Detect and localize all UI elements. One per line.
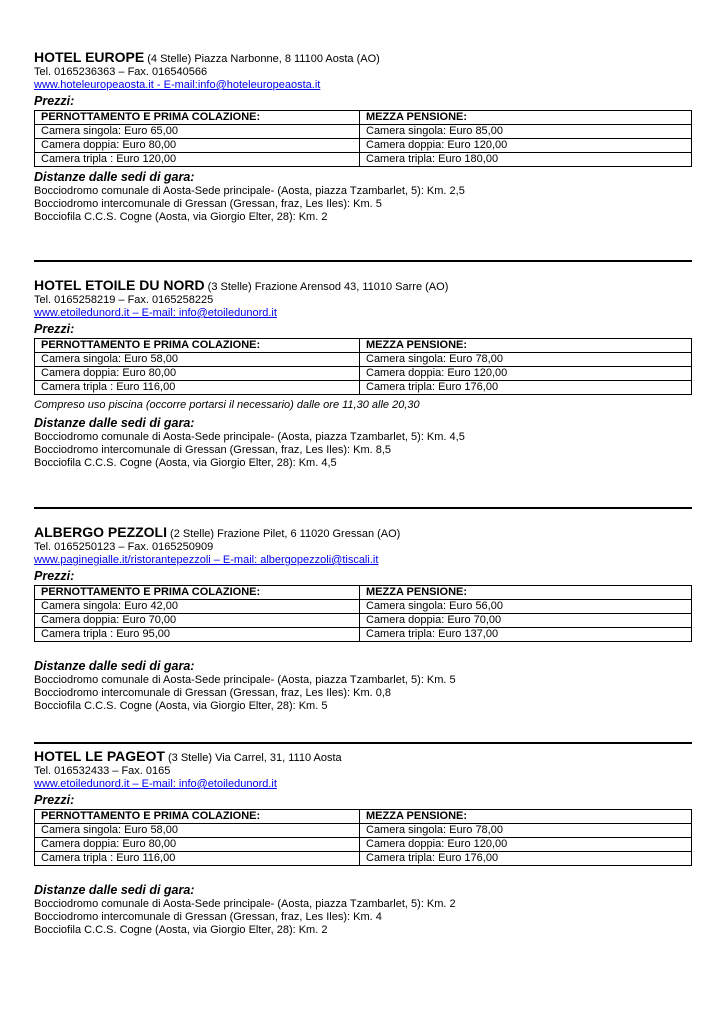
prices-table [34,585,692,642]
distance-item: Bocciofila C.C.S. Cogne (Aosta, via Giorgio Elter, 28): Km. 4,5 [34,457,337,469]
table-row [35,628,692,642]
table-cell: Camera singola: Euro 42,00 [35,600,360,614]
table-header-row [35,810,692,824]
section-divider [34,742,692,744]
table-cell: Camera tripla : Euro 116,00 [35,381,360,395]
table-cell: Camera tripla : Euro 95,00 [35,628,360,642]
distance-item: Bocciodromo comunale di Aosta-Sede principale- (Aosta, piazza Tzambarlet, 5): Km. 4,5 [34,431,465,443]
table-header-row [35,339,692,353]
table-cell: Camera singola: Euro 58,00 [35,824,360,838]
distance-item: Bocciodromo comunale di Aosta-Sede principale- (Aosta, piazza Tzambarlet, 5): Km. 2,5 [34,185,465,197]
hotel-info: (3 Stelle) Frazione Arensod 43, 11010 Sarre (AO) [204,281,449,293]
hotel-info: (4 Stelle) Piazza Narbonne, 8 11100 Aosta (AO) [144,53,380,65]
distance-item: Bocciodromo intercomunale di Gressan (Gressan, fraz, Les Iles): Km. 8,5 [34,444,392,456]
table-row [35,381,692,395]
table-cell: Camera tripla : Euro 116,00 [35,852,360,866]
hotel-header [34,278,692,294]
table-row [35,139,692,153]
hotel-name: HOTEL LE PAGEOT [34,748,165,764]
hotel-europe-section [34,50,692,224]
prices-label: Prezzi: [34,322,75,336]
header-cell: MEZZA PENSIONE: [360,111,692,125]
prices-table [34,338,692,395]
prices-table [34,809,692,866]
distances-label: Distanze dalle sedi di gara: [34,883,195,897]
table-cell: Camera singola: Euro 78,00 [360,353,692,367]
table-row [35,852,692,866]
table-row [35,367,692,381]
prices-label: Prezzi: [34,793,75,807]
header-cell: PERNOTTAMENTO E PRIMA COLAZIONE: [35,810,360,824]
header-cell: PERNOTTAMENTO E PRIMA COLAZIONE: [35,586,360,600]
table-cell: Camera singola: Euro 78,00 [360,824,692,838]
distance-item: Bocciofila C.C.S. Cogne (Aosta, via Giorgio Elter, 28): Km. 2 [34,211,328,223]
distance-item: Bocciodromo intercomunale di Gressan (Gressan, fraz, Les Iles): Km. 4 [34,911,382,923]
hotel-name: ALBERGO PEZZOLI [34,524,167,540]
table-row [35,838,692,852]
hotel-info: (2 Stelle) Frazione Pilet, 6 11020 Gressan (AO) [167,528,401,540]
header-cell: PERNOTTAMENTO E PRIMA COLAZIONE: [35,111,360,125]
hotel-etoile-section [34,278,692,470]
hotel-web-link[interactable]: www.etoiledunord.it – E-mail: info@etoiledunord.it [34,778,277,790]
table-cell: Camera doppia: Euro 120,00 [360,139,692,153]
hotel-header [34,749,692,765]
table-cell: Camera doppia: Euro 80,00 [35,139,360,153]
hotel-le-pageot-section [34,749,692,937]
hotel-phone: Tel. 0165250123 – Fax. 0165250909 [34,541,214,553]
table-cell: Camera tripla: Euro 180,00 [360,153,692,167]
section-divider [34,260,692,262]
hotel-web-link[interactable]: www.hoteleuropeaosta.it - E-mail:info@hoteleuropeaosta.it [34,79,321,91]
section-divider [34,507,692,509]
table-cell: Camera doppia: Euro 120,00 [360,838,692,852]
hotel-phone: Tel. 0165236363 – Fax. 016540566 [34,66,208,78]
distances-label: Distanze dalle sedi di gara: [34,170,195,184]
table-row [35,614,692,628]
table-cell: Camera tripla: Euro 176,00 [360,381,692,395]
distance-item: Bocciodromo comunale di Aosta-Sede principale- (Aosta, piazza Tzambarlet, 5): Km. 2 [34,898,456,910]
header-cell: PERNOTTAMENTO E PRIMA COLAZIONE: [35,339,360,353]
prices-label: Prezzi: [34,569,75,583]
albergo-pezzoli-section [34,525,692,713]
hotel-name: HOTEL EUROPE [34,49,145,65]
distance-item: Bocciofila C.C.S. Cogne (Aosta, via Giorgio Elter, 28): Km. 2 [34,924,328,936]
hotel-header [34,50,692,66]
table-header-row [35,111,692,125]
table-row [35,353,692,367]
prices-label: Prezzi: [34,94,75,108]
table-header-row [35,586,692,600]
table-cell: Camera doppia: Euro 80,00 [35,838,360,852]
table-cell: Camera singola: Euro 65,00 [35,125,360,139]
table-row [35,153,692,167]
hotel-web-link[interactable]: www.etoiledunord.it – E-mail: info@etoiledunord.it [34,307,277,319]
table-cell: Camera tripla : Euro 120,00 [35,153,360,167]
table-cell: Camera doppia: Euro 80,00 [35,367,360,381]
table-cell: Camera singola: Euro 58,00 [35,353,360,367]
table-cell: Camera tripla: Euro 176,00 [360,852,692,866]
pool-note: Compreso uso piscina (occorre portarsi il necessario) dalle ore 11,30 alle 20,30 [34,399,420,411]
header-cell: MEZZA PENSIONE: [360,339,692,353]
distance-item: Bocciodromo comunale di Aosta-Sede principale- (Aosta, piazza Tzambarlet, 5): Km. 5 [34,674,456,686]
prices-table [34,110,692,167]
table-cell: Camera doppia: Euro 70,00 [35,614,360,628]
hotel-name: HOTEL ETOILE DU NORD [34,277,205,293]
table-cell: Camera doppia: Euro 70,00 [360,614,692,628]
table-cell: Camera tripla: Euro 137,00 [360,628,692,642]
distance-item: Bocciofila C.C.S. Cogne (Aosta, via Giorgio Elter, 28): Km. 5 [34,700,328,712]
distance-item: Bocciodromo intercomunale di Gressan (Gressan, fraz, Les Iles): Km. 0,8 [34,687,392,699]
table-row [35,125,692,139]
table-cell: Camera doppia: Euro 120,00 [360,367,692,381]
hotel-header [34,525,692,541]
hotel-web-link[interactable]: www.paginegialle.it/ristorantepezzoli – E-mail: albergopezzoli@tiscali.it [34,554,379,566]
table-row [35,824,692,838]
table-cell: Camera singola: Euro 56,00 [360,600,692,614]
table-cell: Camera singola: Euro 85,00 [360,125,692,139]
header-cell: MEZZA PENSIONE: [360,810,692,824]
header-cell: MEZZA PENSIONE: [360,586,692,600]
distance-item: Bocciodromo intercomunale di Gressan (Gressan, fraz, Les Iles): Km. 5 [34,198,382,210]
distances-label: Distanze dalle sedi di gara: [34,416,195,430]
hotel-info: (3 Stelle) Via Carrel, 31, 1110 Aosta [164,752,342,764]
hotel-phone: Tel. 0165258219 – Fax. 0165258225 [34,294,214,306]
table-row [35,600,692,614]
distances-label: Distanze dalle sedi di gara: [34,659,195,673]
hotel-phone: Tel. 016532433 – Fax. 0165 [34,765,171,777]
